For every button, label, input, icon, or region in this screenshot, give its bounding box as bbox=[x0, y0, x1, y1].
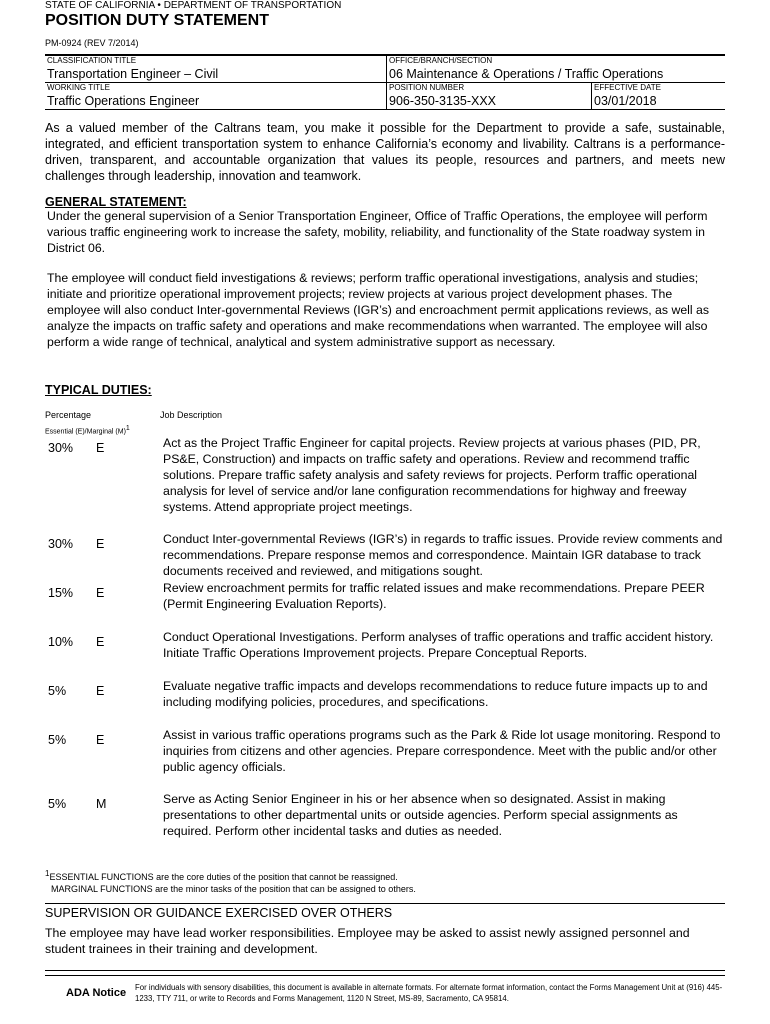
supervision-divider bbox=[45, 903, 725, 904]
classification-cell bbox=[45, 56, 387, 83]
footer-divider bbox=[45, 975, 725, 976]
position-number-cell bbox=[387, 83, 592, 110]
effective-date-cell bbox=[592, 83, 726, 110]
general-statement-para-2: The employee will conduct field investigations & reviews; perform traffic operational investigations, analysis and studies; initiate and prioritize operational improvement projects; review projects at various project development phases. The employee will also conduct Inter-governmental Reviews (IGR’s) and encroachment permit applications reviews, as well as analyze the impacts on traffic safety and operations and make recommendations when warranted. The employee will also perform a wide range of technical, analytical and system administrative support as necessary. bbox=[47, 271, 710, 349]
duty-description: Conduct Inter-governmental Reviews (IGR’s) in regards to traffic issues. Provide review comments and recommendations. Prepare response memos and correspondence. Maintain IGR database to track documents received and reviewed, and mitigations sought. bbox=[163, 532, 723, 578]
duty-essential-marginal: E bbox=[96, 635, 105, 649]
position-number-value: 906-350-3135-XXX bbox=[389, 94, 497, 108]
duty-essential-marginal: E bbox=[96, 586, 105, 600]
duty-description: Assist in various traffic operations programs such as the Park & Ride lot usage monitoring. Respond to inquiries from citizens and other agencies. Prepare correspondence. Meet with the public and/or other public agency officials. bbox=[163, 728, 721, 774]
office-cell bbox=[387, 56, 726, 83]
percentage-column-header: Percentage bbox=[45, 410, 92, 420]
supervision-title: SUPERVISION OR GUIDANCE EXERCISED OVER OTHERS bbox=[45, 906, 393, 920]
footnote-marker: 1 bbox=[125, 425, 130, 432]
footnote-marker: 1 bbox=[45, 869, 50, 878]
footnote-marginal: MARGINAL FUNCTIONS are the minor tasks of the position that can be assigned to others. bbox=[51, 884, 416, 894]
duty-essential-marginal: E bbox=[96, 537, 105, 551]
intro-paragraph: As a valued member of the Caltrans team, you make it possible for the Department to provide a safe, sustainable, integrated, and efficient transportation system to enhance California’s economy and livability. Caltrans is a performance-driven, transparent, and accountable organization that values its people, resources and partners, and meets new challenges through leadership, innovation and teamwork. bbox=[45, 121, 725, 183]
duty-description: Evaluate negative traffic impacts and develops recommendations to reduce future impacts up to and including modifying policies, procedures, and specifications. bbox=[163, 679, 708, 709]
duty-description: Review encroachment permits for traffic related issues and make recommendations. Prepare PEER (Permit Engineering Evaluation Reports). bbox=[163, 581, 705, 611]
effective-date-value: 03/01/2018 bbox=[594, 94, 657, 108]
general-statement-title: GENERAL STATEMENT: bbox=[45, 195, 187, 209]
info-row-1 bbox=[45, 56, 725, 83]
supervision-text: The employee may have lead worker responsibilities. Employee may be asked to assist newly assigned personnel and student trainees in their training and development. bbox=[45, 926, 690, 956]
office-value: 06 Maintenance & Operations / Traffic Operations bbox=[389, 67, 664, 81]
info-row-2 bbox=[45, 83, 725, 110]
office-label: OFFICE/BRANCH/SECTION bbox=[389, 56, 493, 65]
classification-title-value: Transportation Engineer – Civil bbox=[47, 67, 219, 81]
duty-essential-marginal: M bbox=[96, 797, 107, 811]
duty-essential-marginal: E bbox=[96, 684, 105, 698]
general-statement-para-1: Under the general supervision of a Senior Transportation Engineer, Office of Traffic Operations, the employee will perform various traffic engineering work to increase the safety, mobility, reliability, and functionality of the State roadway system in District 06. bbox=[47, 209, 708, 255]
footnote bbox=[45, 868, 416, 895]
position-info-table bbox=[45, 56, 725, 110]
duty-description: Act as the Project Traffic Engineer for capital projects. Review projects at various phases (PID, PR, PS&E, Construction) and impacts on traffic safety and operations. Review and recommend traffic solutions. Prepare traffic safety analysis and safety reviews for projects. Perform traffic operational analysis for level of service and/or lane configuration recommendations for highway and freeway systems. Attend appropriate project meetings. bbox=[163, 436, 701, 514]
form-number: PM-0924 (REV 7/2014) bbox=[45, 38, 139, 48]
effective-date-label: EFFECTIVE DATE bbox=[594, 83, 661, 92]
working-title-cell bbox=[45, 83, 387, 110]
duty-percentage: 5% bbox=[48, 684, 67, 698]
agency-header: STATE OF CALIFORNIA • DEPARTMENT OF TRANSPORTATION bbox=[45, 0, 342, 11]
working-title-label: WORKING TITLE bbox=[47, 83, 110, 92]
position-number-label: POSITION NUMBER bbox=[389, 83, 465, 92]
duty-percentage: 15% bbox=[48, 586, 74, 600]
duty-description: Conduct Operational Investigations. Perform analyses of traffic operations and traffic accident history. Initiate Traffic Operations Improvement projects. Prepare Conceptual Reports. bbox=[163, 630, 714, 660]
ada-notice-text: For individuals with sensory disabilities, this document is available in alternate formats. For alternate format information, contact the Forms Management Unit at (916) 445-1233, TTY 711, or write to Records and Forms Management, 1120 N Street, MS-89, Sacramento, CA 95814. bbox=[135, 983, 723, 1003]
page-title: POSITION DUTY STATEMENT bbox=[45, 12, 270, 29]
duty-percentage: 30% bbox=[48, 537, 74, 551]
classification-title-label: CLASSIFICATION TITLE bbox=[47, 56, 137, 65]
working-title-value: Traffic Operations Engineer bbox=[47, 94, 200, 108]
duty-description: Serve as Acting Senior Engineer in his or her absence when so designated. Assist in making presentations to other departmental units or outside agencies. Perform special assignments as required. Perform other incidental tasks and duties as needed. bbox=[163, 792, 678, 838]
essential-marginal-column-header bbox=[45, 425, 130, 435]
footer-divider bbox=[45, 970, 725, 971]
duty-percentage: 10% bbox=[48, 635, 74, 649]
essential-marginal-label: Essential (E)/Marginal (M) bbox=[45, 428, 126, 436]
duty-percentage: 5% bbox=[48, 733, 67, 747]
footnote-essential bbox=[45, 868, 416, 883]
duty-percentage: 30% bbox=[48, 441, 74, 455]
footnote-essential-text: ESSENTIAL FUNCTIONS are the core duties of the position that cannot be reassigned. bbox=[49, 872, 398, 882]
duty-essential-marginal: E bbox=[96, 441, 105, 455]
typical-duties-title: TYPICAL DUTIES: bbox=[45, 383, 152, 397]
ada-notice-label: ADA Notice bbox=[66, 987, 127, 999]
duty-essential-marginal: E bbox=[96, 733, 105, 747]
duty-percentage: 5% bbox=[48, 797, 67, 811]
job-description-column-header: Job Description bbox=[160, 410, 223, 420]
